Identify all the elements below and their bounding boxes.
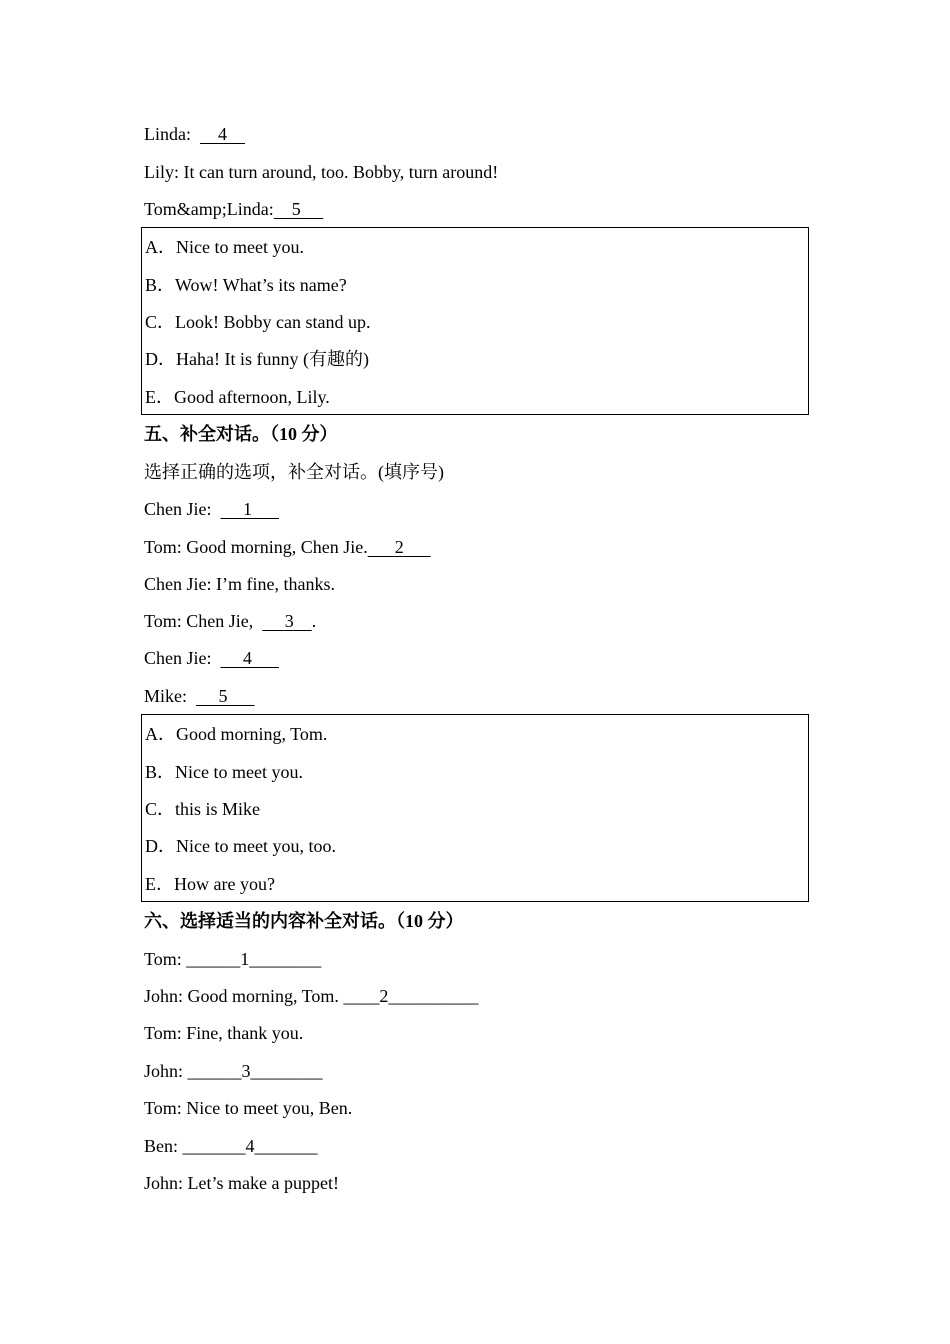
dialogue-line-3: Chen Jie: I’m fine, thanks. [144,574,335,594]
section-heading-6: 六、选择适当的内容补全对话。（10 分） [144,911,464,931]
section-heading-5: 五、补全对话。（10 分） [144,424,338,444]
speaker-text: Tom&amp;Linda: [144,199,274,219]
answer-blank: 1 [243,499,252,519]
dialogue-line-tom-linda [144,197,323,221]
answer-blank: 4 [243,648,252,668]
option-e: E．How are you? [145,874,275,894]
option-c: C．this is Mike [145,799,261,819]
option-e: E．Good afternoon, Lily. [145,387,330,407]
speaker-text: Linda: [144,124,200,144]
section-instruction-5: 选择正确的选项，补全对话。(填序号) [144,462,444,482]
option-c: C．Look! Bobby can stand up. [145,312,371,332]
options-box-section5 [141,714,809,902]
answer-blank: 2 [394,537,404,557]
dialogue-line-lily: Lily: It can turn around, too. Bobby, turn around! [144,162,499,182]
answer-blank: 3 [284,611,294,631]
option-b: B．Nice to meet you. [145,762,303,782]
options-box-section4 [141,227,809,415]
dialogue-line-6: Ben: _______4_______ [144,1136,318,1156]
dialogue-line-linda [144,122,245,146]
dialogue-line-4: John: ______3________ [144,1061,323,1081]
option-d: D．Nice to meet you, too. [145,836,336,856]
option-b: B．Wow! What’s its name? [145,275,347,295]
dialogue-line-3: Tom: Fine, thank you. [144,1023,304,1043]
dialogue-line-2: Tom: Good morning, Chen Jie. 2 [144,535,431,559]
answer-blank: 4 [218,124,227,144]
dialogue-line-2: John: Good morning, Tom. ____2__________ [144,986,479,1006]
option-d: D．Haha! It is funny (有趣的) [145,349,369,369]
dialogue-line-7: John: Let’s make a puppet! [144,1173,339,1193]
answer-blank: 5 [218,686,228,706]
option-a: A．Nice to meet you. [145,237,304,257]
dialogue-line-1: Tom: ______1________ [144,949,322,969]
answer-blank: 5 [291,199,301,219]
dialogue-line-4: Tom: Chen Jie, 3 . [144,611,317,631]
dialogue-line-1: Chen Jie: 1 [144,497,279,521]
dialogue-line-5: Tom: Nice to meet you, Ben. [144,1098,353,1118]
dialogue-line-5: Chen Jie: 4 [144,646,279,670]
dialogue-line-6: Mike: 5 [144,684,255,708]
option-a: A．Good morning, Tom. [145,724,328,744]
